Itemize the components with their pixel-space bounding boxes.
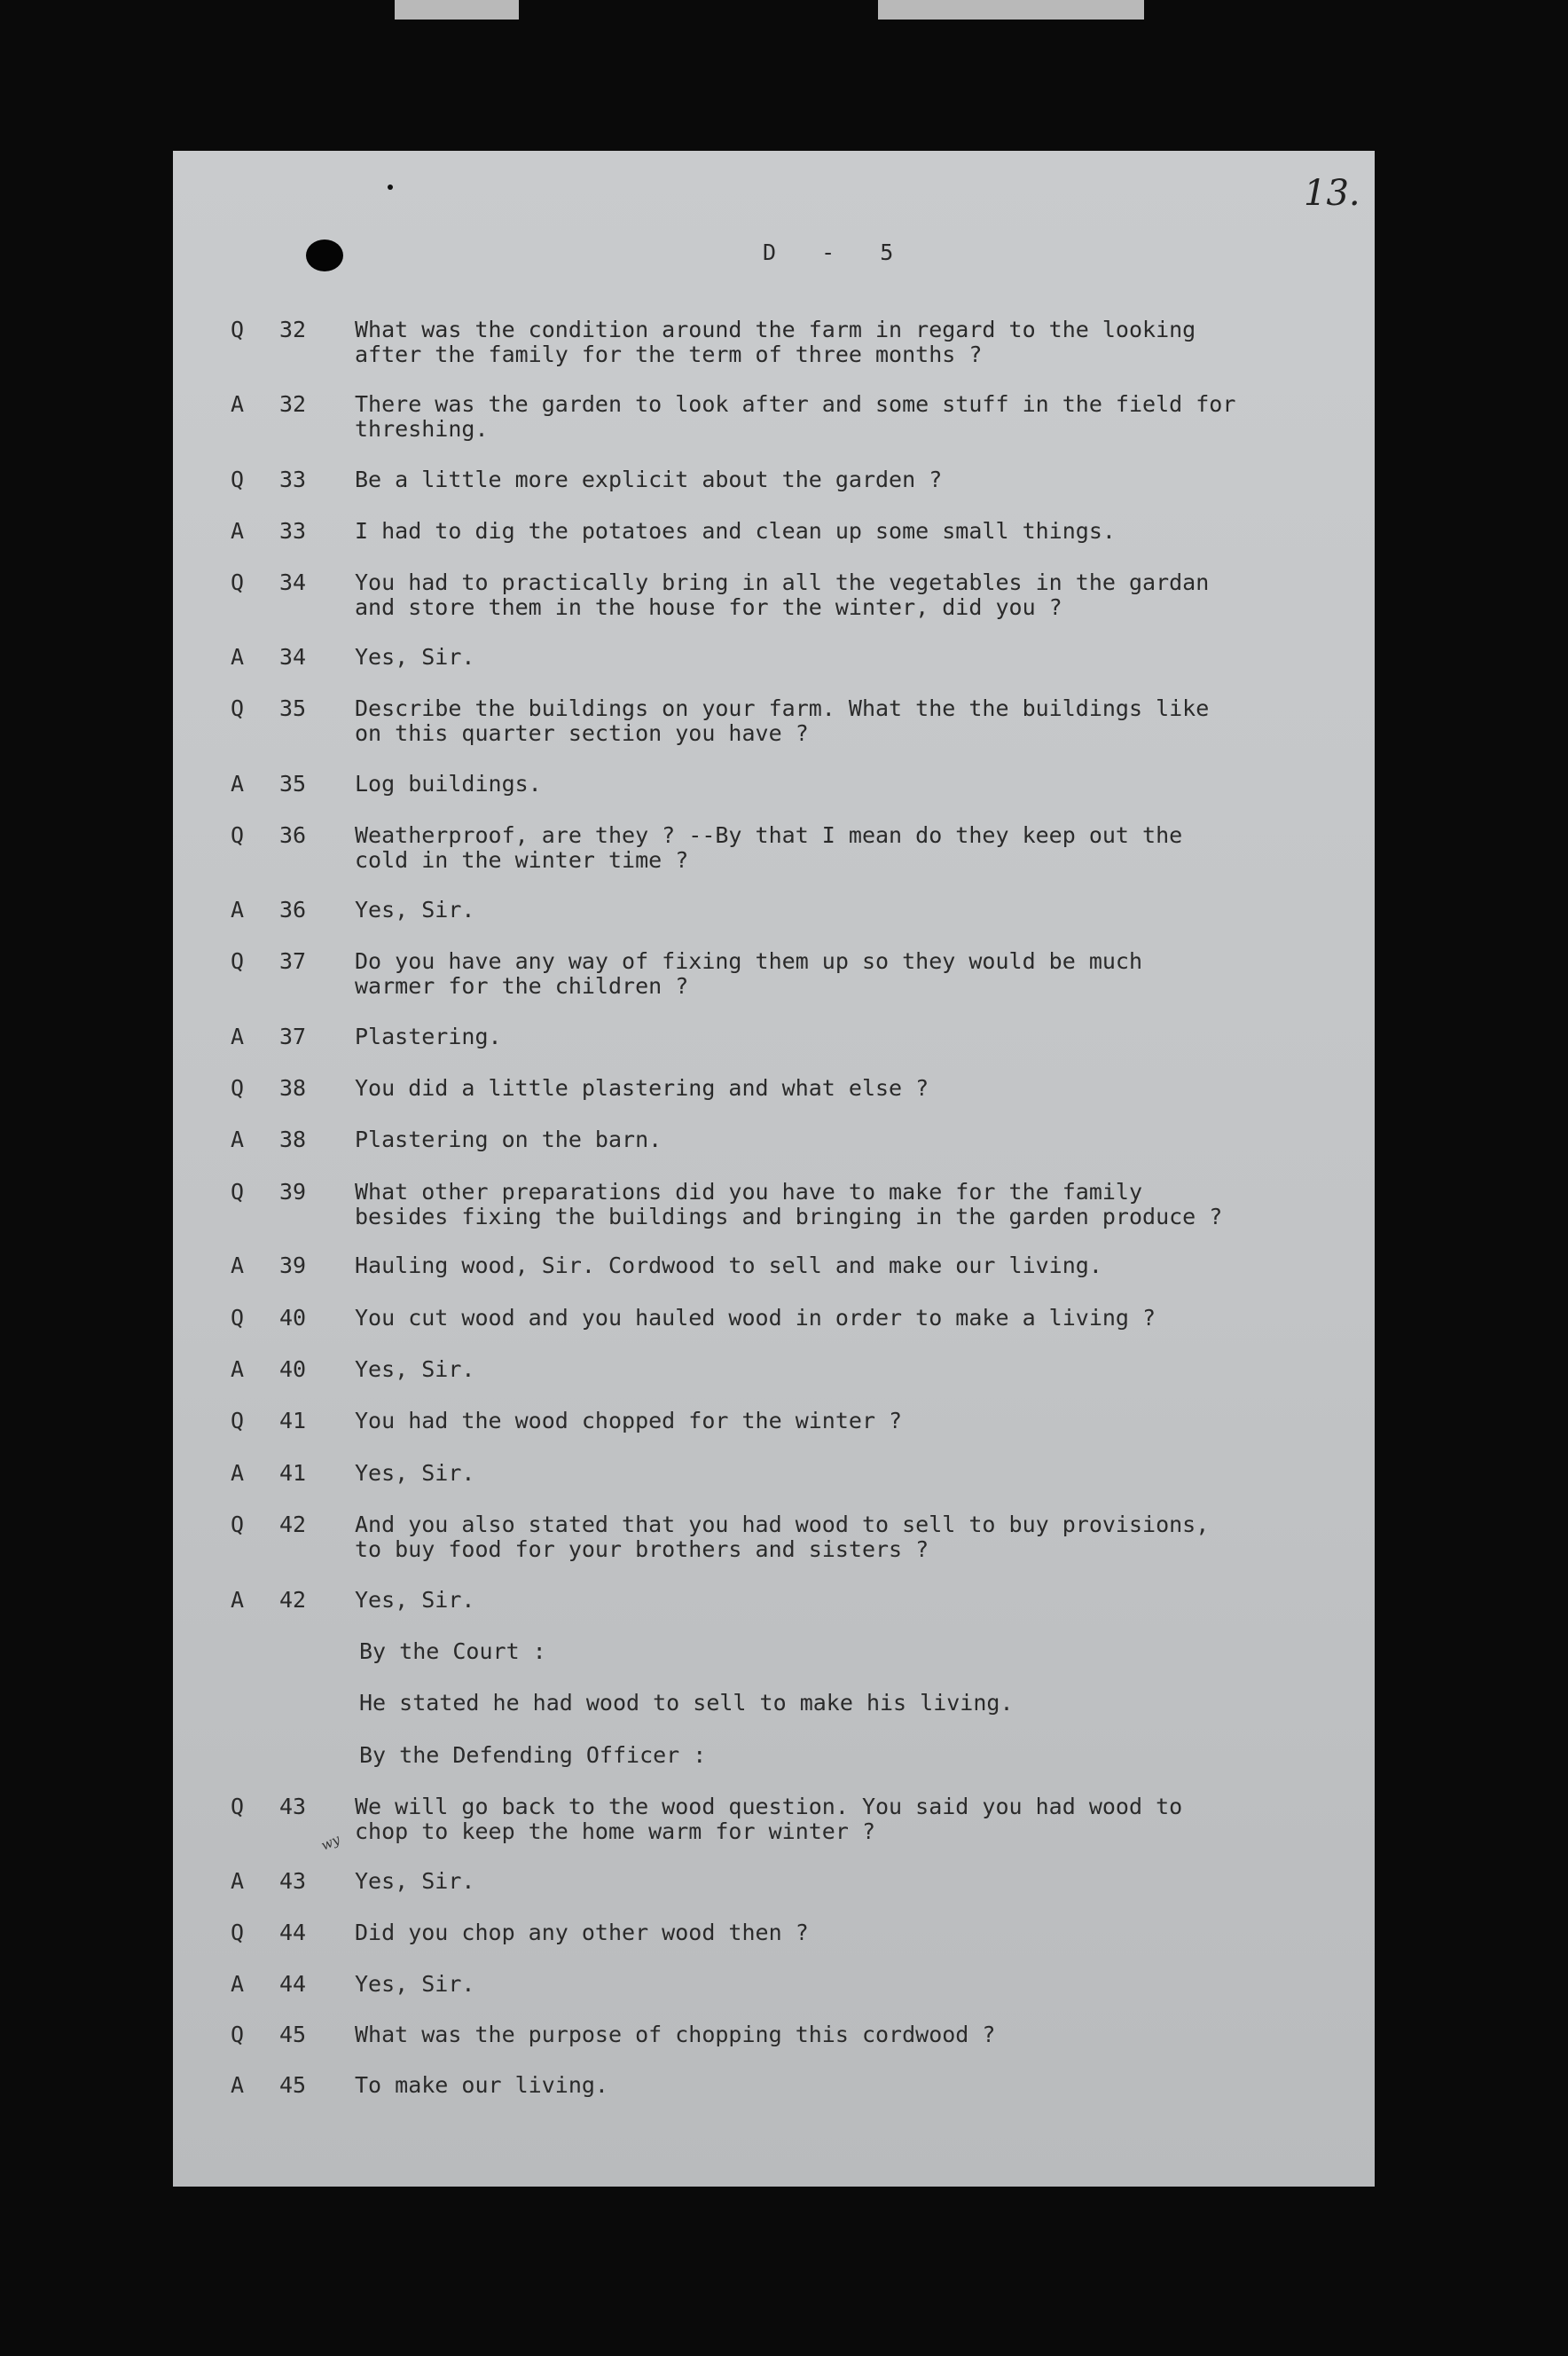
entry-kind: Q <box>231 1305 245 1331</box>
entry-text: Hauling wood, Sir. Cordwood to sell and make our living. <box>355 1253 1102 1278</box>
entry-kind: A <box>231 391 245 417</box>
entry-text: Be a little more explicit about the garden ? <box>355 467 943 492</box>
entry-number: 35 <box>279 771 307 797</box>
entry-kind: A <box>231 897 245 923</box>
entry-number: 35 <box>279 695 307 721</box>
entry-text: There was the garden to look after and some stuff in the field for threshing. <box>355 391 1236 442</box>
film-edge-scrap-left <box>395 0 519 20</box>
court-statement: He stated he had wood to sell to make his living. <box>359 1690 1014 1716</box>
entry-kind: Q <box>231 569 245 595</box>
entry-text: Log buildings. <box>355 771 542 797</box>
entry-kind: A <box>231 518 245 544</box>
entry-kind: Q <box>231 317 245 342</box>
document-page <box>173 151 1375 2187</box>
entry-number: 34 <box>279 569 307 595</box>
entry-number: 41 <box>279 1408 307 1433</box>
entry-text: To make our living. <box>355 2072 608 2098</box>
entry-kind: A <box>231 644 245 670</box>
entry-text: What was the condition around the farm in regard to the looking after the family for the term of three months ? <box>355 317 1196 367</box>
entry-kind: A <box>231 2072 245 2098</box>
entry-text: You had to practically bring in all the vegetables in the gardan and store them in the house for the winter, did you ? <box>355 569 1210 620</box>
entry-text: Plastering on the barn. <box>355 1127 662 1152</box>
entry-number: 44 <box>279 1971 307 1997</box>
entry-kind: Q <box>231 2022 245 2047</box>
entry-number: 44 <box>279 1920 307 1945</box>
entry-text: Yes, Sir. <box>355 644 475 670</box>
entry-number: 33 <box>279 518 307 544</box>
entry-number: 37 <box>279 1024 307 1049</box>
entry-kind: Q <box>231 1512 245 1537</box>
entry-number: 40 <box>279 1356 307 1382</box>
entry-kind: Q <box>231 822 245 848</box>
entry-text: Yes, Sir. <box>355 1460 475 1486</box>
entry-number: 38 <box>279 1075 307 1101</box>
entry-kind: Q <box>231 1920 245 1945</box>
entry-number: 32 <box>279 317 307 342</box>
entry-number: 39 <box>279 1179 307 1205</box>
entry-number: 36 <box>279 822 307 848</box>
handwritten-page-number: 13. <box>1304 173 1360 214</box>
entry-number: 34 <box>279 644 307 670</box>
entry-kind: A <box>231 1127 245 1152</box>
entry-text: Yes, Sir. <box>355 1587 475 1613</box>
entry-kind: Q <box>231 948 245 974</box>
page-header: D - 5 <box>763 240 910 265</box>
entry-text: Yes, Sir. <box>355 1356 475 1382</box>
entry-number: 42 <box>279 1512 307 1537</box>
entry-text: Yes, Sir. <box>355 1868 475 1894</box>
by-defending-officer: By the Defending Officer : <box>359 1742 707 1768</box>
entry-number: 36 <box>279 897 307 923</box>
entry-text: You did a little plastering and what else ? <box>355 1075 929 1101</box>
film-edge-scrap-right <box>878 0 1144 20</box>
entry-kind: A <box>231 1460 245 1486</box>
entry-number: 32 <box>279 391 307 417</box>
entry-text: We will go back to the wood question. You said you had wood to chop to keep the home warm for winter ? <box>355 1794 1183 1844</box>
entry-number: 42 <box>279 1587 307 1613</box>
entry-kind: Q <box>231 1179 245 1205</box>
entry-kind: A <box>231 1253 245 1278</box>
entry-kind: A <box>231 1356 245 1382</box>
by-the-court: By the Court : <box>359 1638 546 1664</box>
entry-number: 39 <box>279 1253 307 1278</box>
ink-dot <box>388 185 393 190</box>
entry-text: You cut wood and you hauled wood in order to make a living ? <box>355 1305 1156 1331</box>
entry-number: 33 <box>279 467 307 492</box>
entry-number: 41 <box>279 1460 307 1486</box>
entry-text: What was the purpose of chopping this cordwood ? <box>355 2022 996 2047</box>
entry-kind: Q <box>231 1075 245 1101</box>
punch-hole <box>306 240 343 271</box>
entry-kind: A <box>231 1024 245 1049</box>
entry-text: What other preparations did you have to make for the family besides fixing the buildings and bringing in the garden produce ? <box>355 1179 1223 1229</box>
entry-kind: A <box>231 771 245 797</box>
entry-kind: Q <box>231 1408 245 1433</box>
entry-number: 43 <box>279 1794 307 1819</box>
entry-number: 45 <box>279 2072 307 2098</box>
entry-text: Do you have any way of fixing them up so they would be much warmer for the children ? <box>355 948 1143 999</box>
entry-number: 45 <box>279 2022 307 2047</box>
margin-note: wy <box>318 1831 343 1854</box>
entry-kind: A <box>231 1971 245 1997</box>
entry-kind: Q <box>231 695 245 721</box>
entry-kind: A <box>231 1587 245 1613</box>
entry-number: 37 <box>279 948 307 974</box>
entry-number: 40 <box>279 1305 307 1331</box>
entry-text: And you also stated that you had wood to sell to buy provisions, to buy food for your brothers and sisters ? <box>355 1512 1210 1562</box>
entry-text: Yes, Sir. <box>355 1971 475 1997</box>
entry-text: Did you chop any other wood then ? <box>355 1920 809 1945</box>
entry-text: You had the wood chopped for the winter ? <box>355 1408 903 1433</box>
entry-kind: Q <box>231 1794 245 1819</box>
entry-kind: Q <box>231 467 245 492</box>
entry-text: I had to dig the potatoes and clean up some small things. <box>355 518 1116 544</box>
entry-text: Yes, Sir. <box>355 897 475 923</box>
entry-number: 43 <box>279 1868 307 1894</box>
entry-text: Plastering. <box>355 1024 502 1049</box>
entry-kind: A <box>231 1868 245 1894</box>
entry-number: 38 <box>279 1127 307 1152</box>
entry-text: Weatherproof, are they ? --By that I mean do they keep out the cold in the winter time ? <box>355 822 1183 873</box>
entry-text: Describe the buildings on your farm. What the the buildings like on this quarter section you have ? <box>355 695 1210 746</box>
